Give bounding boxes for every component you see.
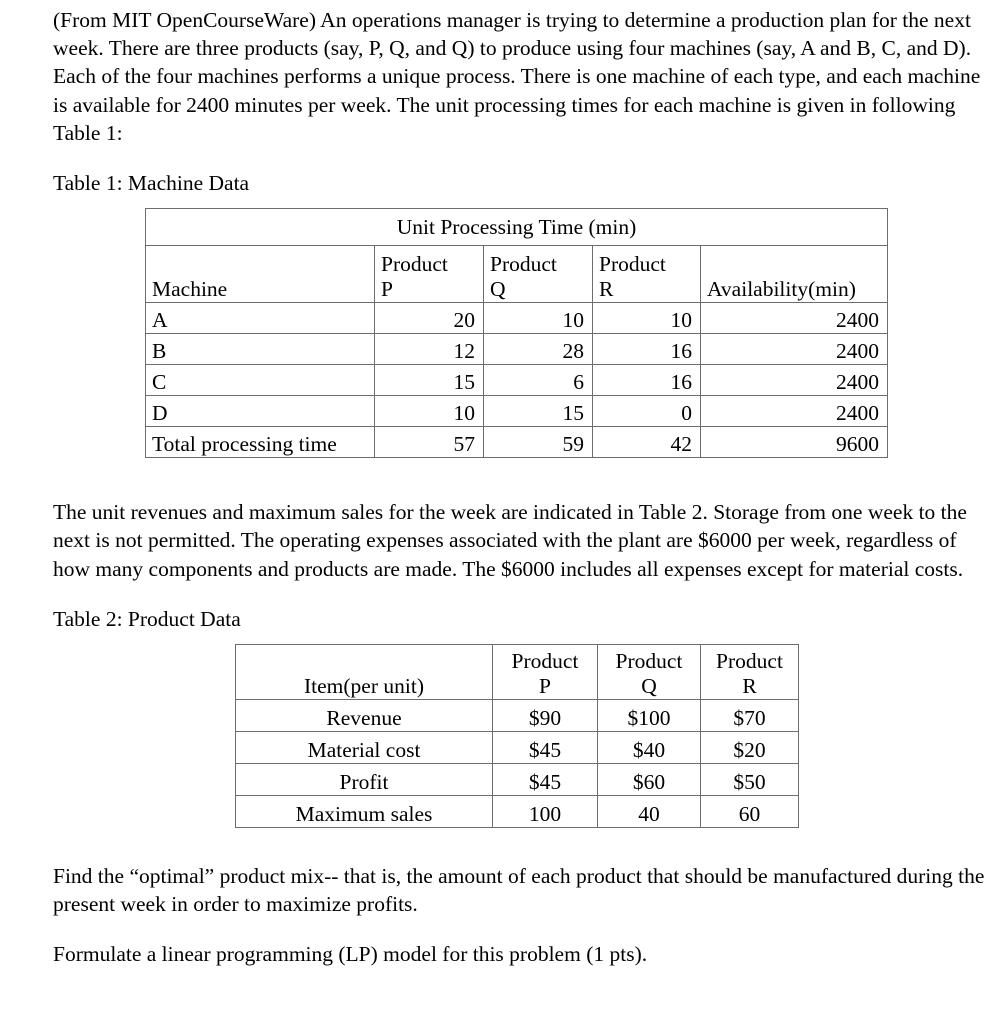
spacer — [53, 633, 988, 644]
task-paragraph: Formulate a linear programming (LP) model for this problem (1 pts). — [53, 942, 648, 967]
cell-availability: 9600 — [701, 427, 888, 458]
cell-product-r: $20 — [701, 732, 799, 764]
table-row — [146, 365, 888, 396]
cell-item: Material cost — [236, 732, 493, 764]
cell-item: Profit — [236, 764, 493, 796]
spacer — [53, 828, 988, 862]
cell-machine: Total processing time — [146, 427, 375, 458]
question-paragraph: Find the “optimal” product mix-- that is, the amount of each product that should be manufactured during the present week in order to maximize profits. — [53, 864, 990, 917]
header-product-p-line1: Product — [381, 252, 448, 277]
cell-availability: 2400 — [701, 396, 888, 427]
cell-machine: C — [146, 365, 375, 396]
cell-product-p: 10 — [375, 396, 484, 427]
table1-title: Unit Processing Time (min) — [146, 209, 888, 246]
header-product-q-line2: Q — [490, 277, 506, 302]
cell-product-r: 60 — [701, 796, 799, 828]
cell-product-p: 20 — [375, 303, 484, 334]
table2-container — [235, 644, 988, 828]
header-product-r-line1: Product — [716, 649, 783, 674]
cell-availability: 2400 — [701, 365, 888, 396]
table1-caption: Table 1: Machine Data — [53, 171, 250, 196]
cell-product-q: 28 — [484, 334, 593, 365]
cell-product-p: $45 — [493, 732, 598, 764]
header-item: Item(per unit) — [236, 645, 493, 700]
header-product-r-line2: R — [742, 674, 757, 699]
cell-item: Revenue — [236, 700, 493, 732]
header-product-r — [593, 246, 701, 303]
table-header-row — [236, 645, 799, 700]
cell-product-p: $45 — [493, 764, 598, 796]
table-row — [146, 396, 888, 427]
table-total-row — [146, 427, 888, 458]
cell-availability: 2400 — [701, 303, 888, 334]
header-product-p-line2: P — [539, 674, 551, 699]
cell-product-p: 57 — [375, 427, 484, 458]
header-product-p-line2: P — [381, 277, 393, 302]
spacer — [53, 458, 988, 498]
table-row — [236, 700, 799, 732]
cell-product-r: $50 — [701, 764, 799, 796]
table2-caption: Table 2: Product Data — [53, 606, 241, 631]
cell-product-r: 10 — [593, 303, 701, 334]
cell-machine: B — [146, 334, 375, 365]
cell-product-q: 59 — [484, 427, 593, 458]
spacer — [53, 918, 988, 940]
header-product-r-line1: Product — [599, 252, 666, 277]
cell-product-q: 40 — [598, 796, 701, 828]
spacer — [53, 197, 988, 208]
spacer — [53, 583, 988, 605]
cell-product-r: 42 — [593, 427, 701, 458]
table-title-row — [146, 209, 888, 246]
cell-item: Maximum sales — [236, 796, 493, 828]
header-product-q-line1: Product — [615, 649, 683, 674]
header-product-p — [375, 246, 484, 303]
cell-product-p: $90 — [493, 700, 598, 732]
header-product-r-line2: R — [599, 277, 614, 302]
table-row — [146, 303, 888, 334]
spacer — [53, 147, 988, 169]
table-row — [236, 796, 799, 828]
header-product-q — [484, 246, 593, 303]
cell-product-q: $40 — [598, 732, 701, 764]
cell-product-r: 16 — [593, 334, 701, 365]
cell-product-p: 12 — [375, 334, 484, 365]
header-product-q-line1: Product — [490, 252, 557, 277]
cell-product-q: 15 — [484, 396, 593, 427]
middle-paragraph: The unit revenues and maximum sales for the week are indicated in Table 2. Storage from one week to the next is not permitted. The operating expenses associated with the plant are $6000 per week, regardless of how many components and products are made. The $6000 includes all expenses except for material costs. — [53, 500, 973, 581]
cell-product-q: 6 — [484, 365, 593, 396]
intro-paragraph: (From MIT OpenCourseWare) An operations manager is trying to determine a production plan for the next week. There are three products (say, P, Q, and Q) to produce using four machines (say, A and B, C, and D). Each of the four machines performs a unique process. There is one machine of each type, and each machine is available for 2400 minutes per week. The unit processing times for each machine is given in following Table 1: — [53, 8, 986, 145]
header-product-p — [493, 645, 598, 700]
table-header-row — [146, 246, 888, 303]
header-product-q — [598, 645, 701, 700]
cell-product-q: $100 — [598, 700, 701, 732]
table-row — [236, 764, 799, 796]
product-data-table — [235, 644, 799, 828]
header-product-q-line2: Q — [641, 674, 657, 699]
table-row — [146, 334, 888, 365]
header-availability: Availability(min) — [701, 246, 888, 303]
header-product-p-line1: Product — [511, 649, 579, 674]
table1-container — [145, 208, 988, 458]
cell-availability: 2400 — [701, 334, 888, 365]
cell-product-q: 10 — [484, 303, 593, 334]
cell-product-p: 100 — [493, 796, 598, 828]
cell-product-p: 15 — [375, 365, 484, 396]
machine-data-table — [145, 208, 888, 458]
cell-product-r: 16 — [593, 365, 701, 396]
cell-machine: A — [146, 303, 375, 334]
cell-product-r: 0 — [593, 396, 701, 427]
header-product-r — [701, 645, 799, 700]
cell-product-r: $70 — [701, 700, 799, 732]
cell-machine: D — [146, 396, 375, 427]
cell-product-q: $60 — [598, 764, 701, 796]
table-row — [236, 732, 799, 764]
header-machine: Machine — [146, 246, 375, 303]
